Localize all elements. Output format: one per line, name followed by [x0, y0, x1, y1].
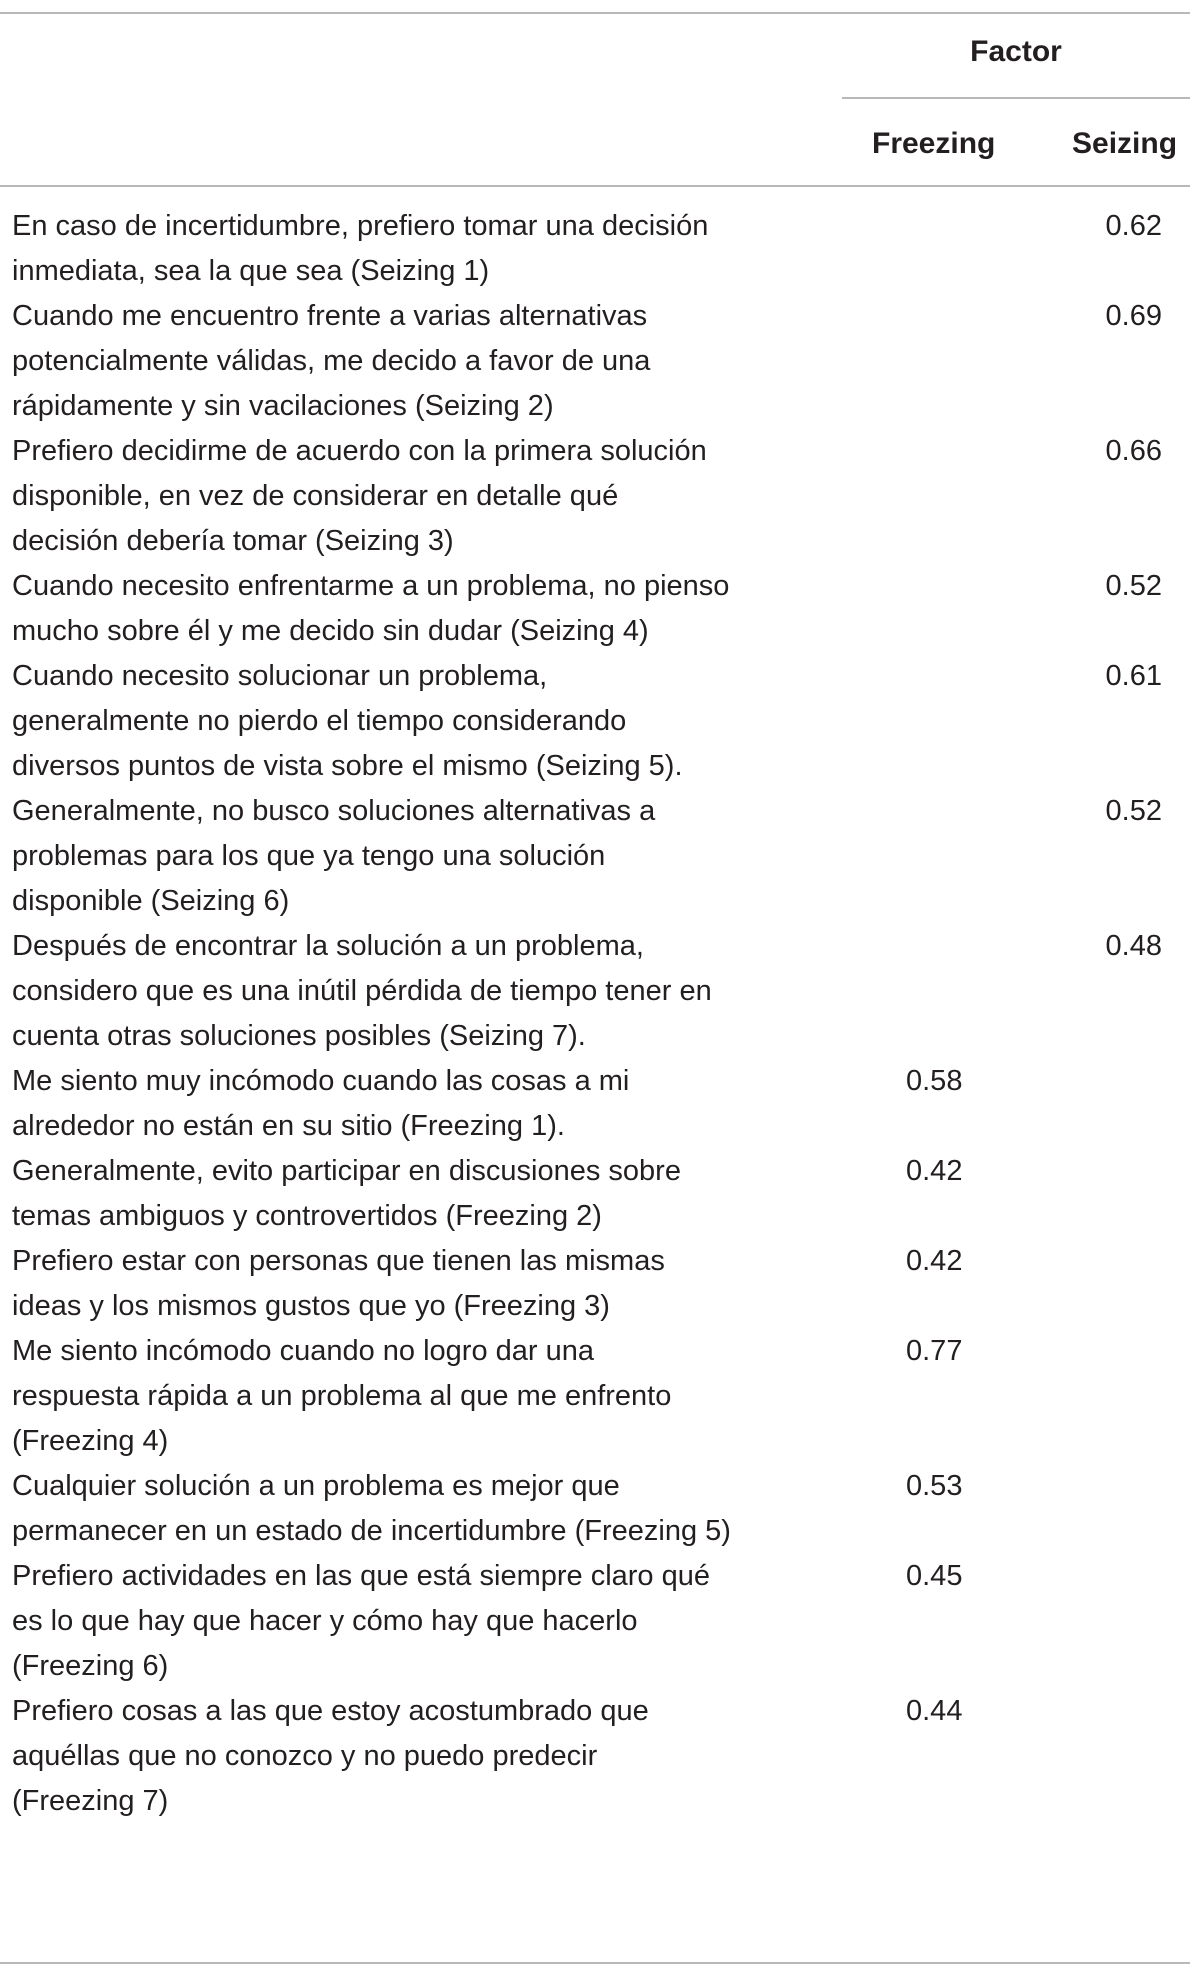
freezing-loading: 0.42	[906, 1245, 963, 1277]
table-row	[0, 564, 1190, 654]
table-row	[0, 1239, 1190, 1329]
item-text: Me siento incómodo cuando no logro dar una respuesta rápida a un problema al que me enfrento (Freezing 4)	[12, 1335, 672, 1457]
item-text: Cualquier solución a un problema es mejor que permanecer en un estado de incertidumbre (Freezing 5)	[12, 1470, 731, 1547]
column-header-freezing: Freezing	[872, 127, 996, 160]
freezing-loading: 0.42	[906, 1155, 963, 1187]
seizing-loading: 0.52	[1105, 795, 1162, 827]
item-text: Generalmente, no busco soluciones alternativas a problemas para los que ya tengo una solución disponible (Seizing 6)	[12, 795, 656, 917]
table-row	[0, 1689, 1190, 1824]
item-text: Cuando necesito solucionar un problema, generalmente no pierdo el tiempo considerando diversos puntos de vista sobre el mismo (Seizing 5).	[12, 660, 683, 782]
table-row	[0, 1554, 1190, 1689]
factor-group-rule	[842, 97, 1190, 99]
item-text: Prefiero decidirme de acuerdo con la primera solución disponible, en vez de considerar en detalle qué decisión debería tomar (Seizing 3)	[12, 435, 707, 557]
table-row	[0, 1464, 1190, 1554]
table-row	[0, 294, 1190, 429]
table-top-rule	[0, 12, 1190, 14]
table-body	[0, 204, 1190, 1824]
item-text: Cuando me encuentro frente a varias alternativas potencialmente válidas, me decido a favor de una rápidamente y sin vacilaciones (Seizing 2)	[12, 300, 651, 422]
item-text: Generalmente, evito participar en discusiones sobre temas ambiguos y controvertidos (Freezing 2)	[12, 1155, 681, 1232]
table-row	[0, 654, 1190, 789]
table-row	[0, 429, 1190, 564]
column-header-seizing: Seizing	[1072, 127, 1178, 160]
freezing-loading: 0.77	[906, 1335, 963, 1367]
factor-group-header: Factor	[970, 35, 1062, 68]
freezing-loading: 0.45	[906, 1560, 963, 1592]
freezing-loading: 0.58	[906, 1065, 963, 1097]
table-row	[0, 924, 1190, 1059]
table-bottom-rule	[0, 1962, 1190, 1964]
seizing-loading: 0.61	[1105, 660, 1162, 692]
item-text: Me siento muy incómodo cuando las cosas a mi alrededor no están en su sitio (Freezing 1).	[12, 1065, 630, 1142]
seizing-loading: 0.48	[1105, 930, 1162, 962]
item-text: Cuando necesito enfrentarme a un problema, no pienso mucho sobre él y me decido sin dudar (Seizing 4)	[12, 570, 730, 647]
item-text: Prefiero actividades en las que está siempre claro qué es lo que hay que hacer y cómo hay que hacerlo (Freezing 6)	[12, 1560, 710, 1682]
table-row	[0, 789, 1190, 924]
freezing-loading: 0.53	[906, 1470, 963, 1502]
freezing-loading: 0.44	[906, 1695, 963, 1727]
header-bottom-rule	[0, 185, 1190, 187]
item-text: Prefiero estar con personas que tienen las mismas ideas y los mismos gustos que yo (Freezing 3)	[12, 1245, 665, 1322]
seizing-loading: 0.66	[1105, 435, 1162, 467]
seizing-loading: 0.52	[1105, 570, 1162, 602]
seizing-loading: 0.69	[1105, 300, 1162, 332]
table-row	[0, 1059, 1190, 1149]
item-text: Prefiero cosas a las que estoy acostumbrado que aquéllas que no conozco y no puedo predecir (Freezing 7)	[12, 1695, 649, 1817]
item-text: En caso de incertidumbre, prefiero tomar una decisión inmediata, sea la que sea (Seizing 1)	[12, 210, 709, 287]
item-text: Después de encontrar la solución a un problema, considero que es una inútil pérdida de tiempo tener en cuenta otras soluciones posibles (Seizing 7).	[12, 930, 712, 1052]
table-row	[0, 1329, 1190, 1464]
table-row	[0, 204, 1190, 294]
seizing-loading: 0.62	[1105, 210, 1162, 242]
table-row	[0, 1149, 1190, 1239]
